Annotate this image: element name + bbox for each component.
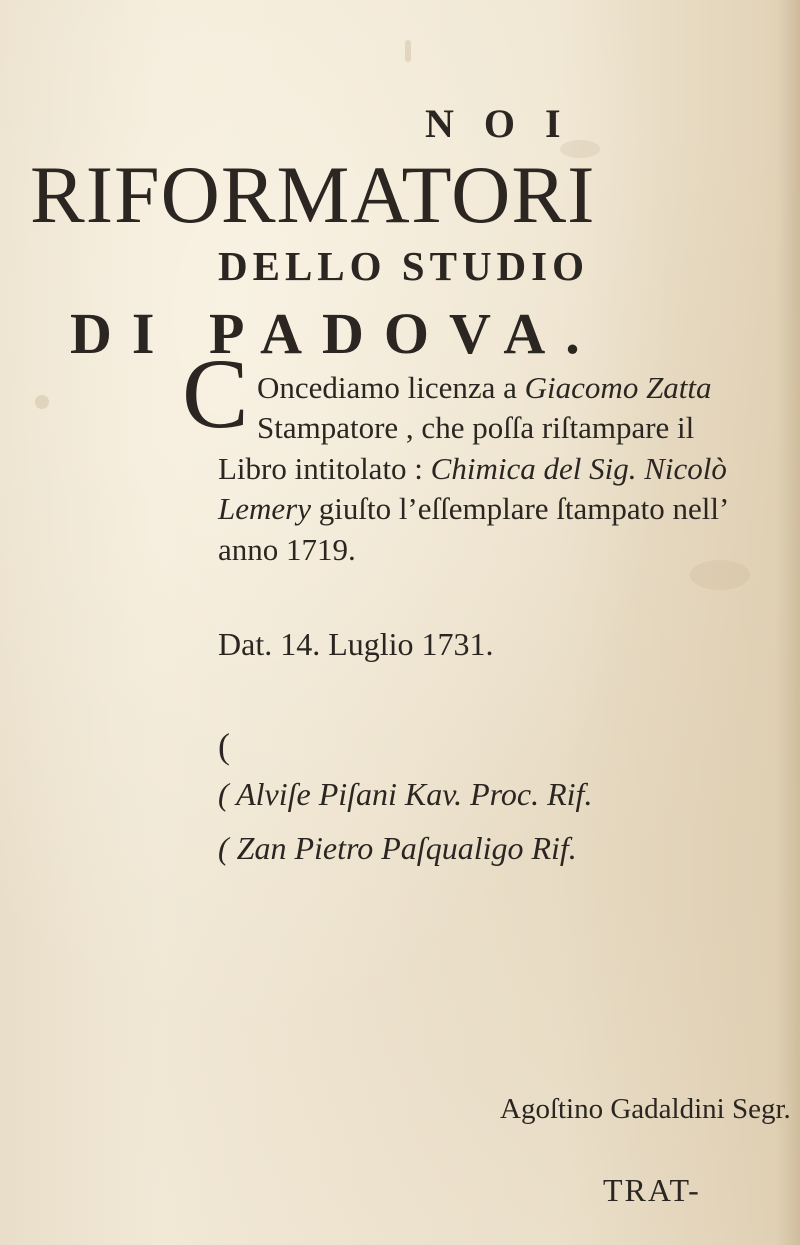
signature-pasqualigo: ( Zan Pietro Paſqualigo Rif.: [218, 830, 577, 866]
license-line-4: [218, 491, 729, 527]
heading-dello-studio: DELLO STUDIO: [218, 243, 590, 289]
paper-stain: [690, 560, 750, 590]
heading-noi: N O I: [425, 101, 571, 146]
paper-stain: [35, 395, 49, 409]
signature-bracket: (: [218, 726, 230, 766]
license-line-1: [257, 370, 712, 406]
license-text: giuſto l’eſſemplare ſtampato nell’: [310, 491, 730, 526]
heading-riformatori: RIFORMATORI: [30, 149, 596, 240]
secretary-signature: Agoſtino Gadaldini Segr.: [500, 1093, 791, 1125]
author-name: Lemery: [218, 491, 311, 526]
signature-pisani: ( Alviſe Piſani Kav. Proc. Rif.: [218, 776, 593, 812]
license-text: Oncediamo licenza a: [257, 370, 525, 405]
license-line-5: anno 1719.: [218, 532, 356, 567]
catchword: TRAT-: [603, 1172, 701, 1208]
drop-cap: C: [182, 338, 249, 449]
printer-name: Giacomo Zatta: [524, 370, 712, 405]
license-text: Libro intitolato :: [218, 451, 431, 486]
date-line: Dat. 14. Luglio 1731.: [218, 626, 494, 662]
paper-stain: [405, 40, 411, 62]
license-line-2: Stampatore , che poſſa riſtampare il: [257, 410, 695, 445]
heading-di-padova: DI PADOVA.: [70, 301, 600, 366]
book-title: Chimica del Sig. Nicolò: [430, 451, 727, 486]
license-line-3: [218, 451, 727, 487]
